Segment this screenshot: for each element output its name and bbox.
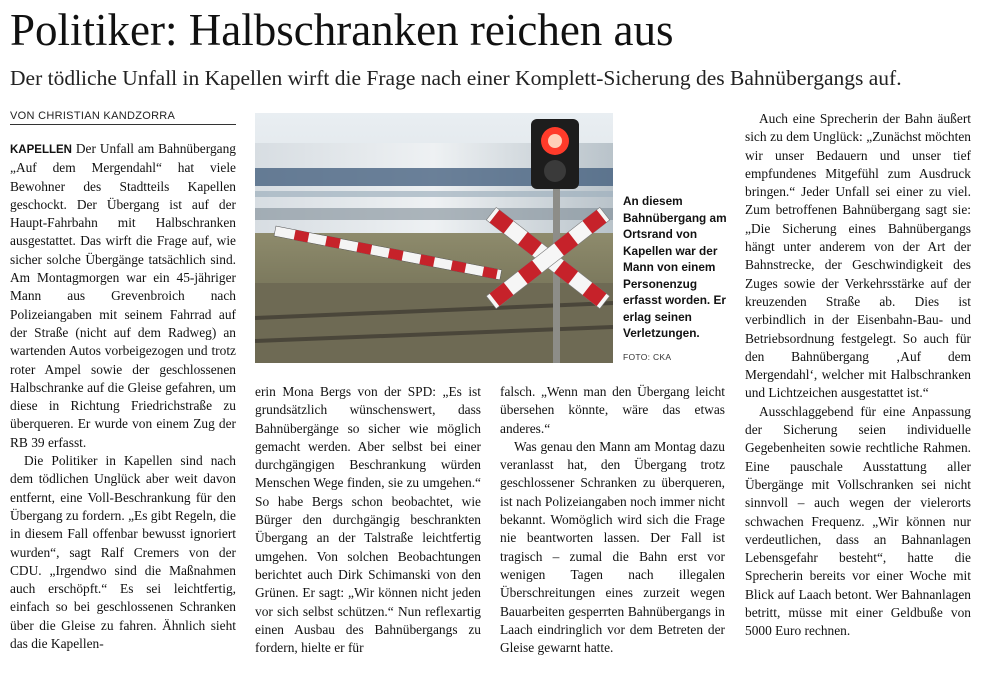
article-photo	[255, 113, 613, 363]
paragraph-text: Der Unfall am Bahnübergang „Auf dem Mergendahl“ hat viele Bewohner des Stadtteils Kapellen geschockt. Der Übergang ist auf der Haupt-Fahrbahn mit Halbschranken ausgestattet. Das wirft die Frage auf, wie sicher solche Übergänge tatsächlich sind. Am Montagmorgen war ein 45-jähriger Mann aus Grevenbroich nach Polizeiangaben mit seinem Fahrrad auf der Straße (nicht auf dem Radweg) an wartenden Autos vorbeigezogen und trotz roter Ampel sowie der geschlossenen Halbschranke auf die Gleise gefahren, um diese in Richtung Friedrichstraße zu überqueren. Er wurde von einem Zug der RB 39 erfasst.	[10, 141, 236, 450]
article-column-2	[255, 383, 481, 657]
headline: Politiker: Halbschranken reichen aus	[10, 5, 674, 55]
paragraph: Die Politiker in Kapellen sind nach dem tödlichen Unglück aber weit davon entfernt, eine Voll-Beschrankung für den Übergang zu fordern. „Es gibt Regeln, die in diesem Fall offenbar bewusst ignoriert wurden“, sagt Ralf Cremers von der CDU. „Irgendwo sind die Maßnahmen auch erschöpft.“ Es sei leichtfertig, einfach so bei geschlossenen Schranken über die Gleise zu fahren. Ähnlich sieht das die Kapellen-	[10, 453, 236, 652]
subheadline: Der tödliche Unfall in Kapellen wirft die Frage nach einer Komplett-Sicherung des Bahnübergangs auf.	[10, 66, 902, 90]
paragraph: falsch. „Wenn man den Übergang leicht übersehen könnte, wäre das etwas anderes.“	[500, 384, 725, 436]
railway-crossing-photo	[255, 113, 613, 363]
article-column-4	[745, 110, 971, 641]
article-column-1	[10, 140, 236, 653]
paragraph: Was genau den Mann am Montag dazu veranlasst hat, den Übergang trotz geschlossener Schranken zu überqueren, ist nach Polizeiangaben noch immer nicht bekannt. Womöglich wird sich die Frage nie beantworten lassen. Der Fall ist tragisch – zumal die Bahn erst vor wenigen Tagen nach illegalen Überschreitungen eines zurzeit wegen Bauarbeiten gesperrten Bahnübergangs in Laach eindringlich vor dem Betreten der Gleise gewarnt hatte.	[500, 438, 725, 656]
dateline: KAPELLEN	[10, 144, 72, 156]
paragraph: Auch eine Sprecherin der Bahn äußert sich zu dem Unglück: „Zunächst möchten wir unser Bedauern und unser tief empfundenes Mitgefühl zum Ausdruck bringen.“ Jeder Unfall sei einer zu viel. Zum betroffenen Bahnübergang sagt sie: „Die Sicherung eines Bahnübergangs hängt unter anderem von der Art der Bahnstrecke, der Geschwindigkeit des Zuges sowie der Verkehrsstärke auf der kreuzenden Straße ab. Dies ist verbindlich in der Eisenbahn-Bau- und Betriebsordnung festgelegt. So auch für den Bahnübergang ‚Auf dem Mergendahl‘, welcher mit Halbschranken und Lichtzeichen ausgestattet ist.“	[745, 111, 971, 401]
photo-credit: FOTO: CKA	[623, 352, 672, 362]
paragraph	[10, 140, 236, 452]
byline: VON CHRISTIAN KANDZORRA	[10, 110, 236, 125]
paragraph: erin Mona Bergs von der SPD: „Es ist grundsätzlich wünschenswert, dass Bahnübergänge so sicher wie möglich gemacht werden. Aber selbst bei einer durchgängigen Beschrankung würden Menschen Wege finden, sie zu umgehen.“ So habe Bergs schon beobachtet, wie Bürger den durchgängig beschrankten Übergang an der Talstraße leichtfertig umgehen. Von solchen Beobachtungen berichtet auch Dirk Schimanski von den Grünen. Er sagt: „Wir können nicht jeden vor sich selbst schützen.“ Nun reflexartig einen Ausbau des Bahnübergangs zu fordern, hielte er für	[255, 384, 481, 656]
paragraph: Ausschlaggebend für eine Anpassung der Sicherung seien individuelle Gegebenheiten sowie rechtliche Rahmen. Eine pauschale Ausstattung aller Übergänge mit Vollschranken sei nicht sinnvoll – auch wegen der vielerorts schwachen Frequenz. „Wir können nur verdeutlichen, dass an Bahnanlagen Lebensgefahr besteht“, hatte die Sprecherin bereits vor einer Woche mit Blick auf Laach betont. Wer Bahnanlagen betritt, müsse mit einer Geldbuße von 5000 Euro rechnen.	[745, 403, 971, 639]
photo-caption: An diesem Bahnübergang am Ortsrand von Kapellen war der Mann von einem Personenzug erfasst worden. Er erlag seinen Verletzungen.	[623, 194, 727, 340]
article-column-3	[500, 383, 725, 657]
